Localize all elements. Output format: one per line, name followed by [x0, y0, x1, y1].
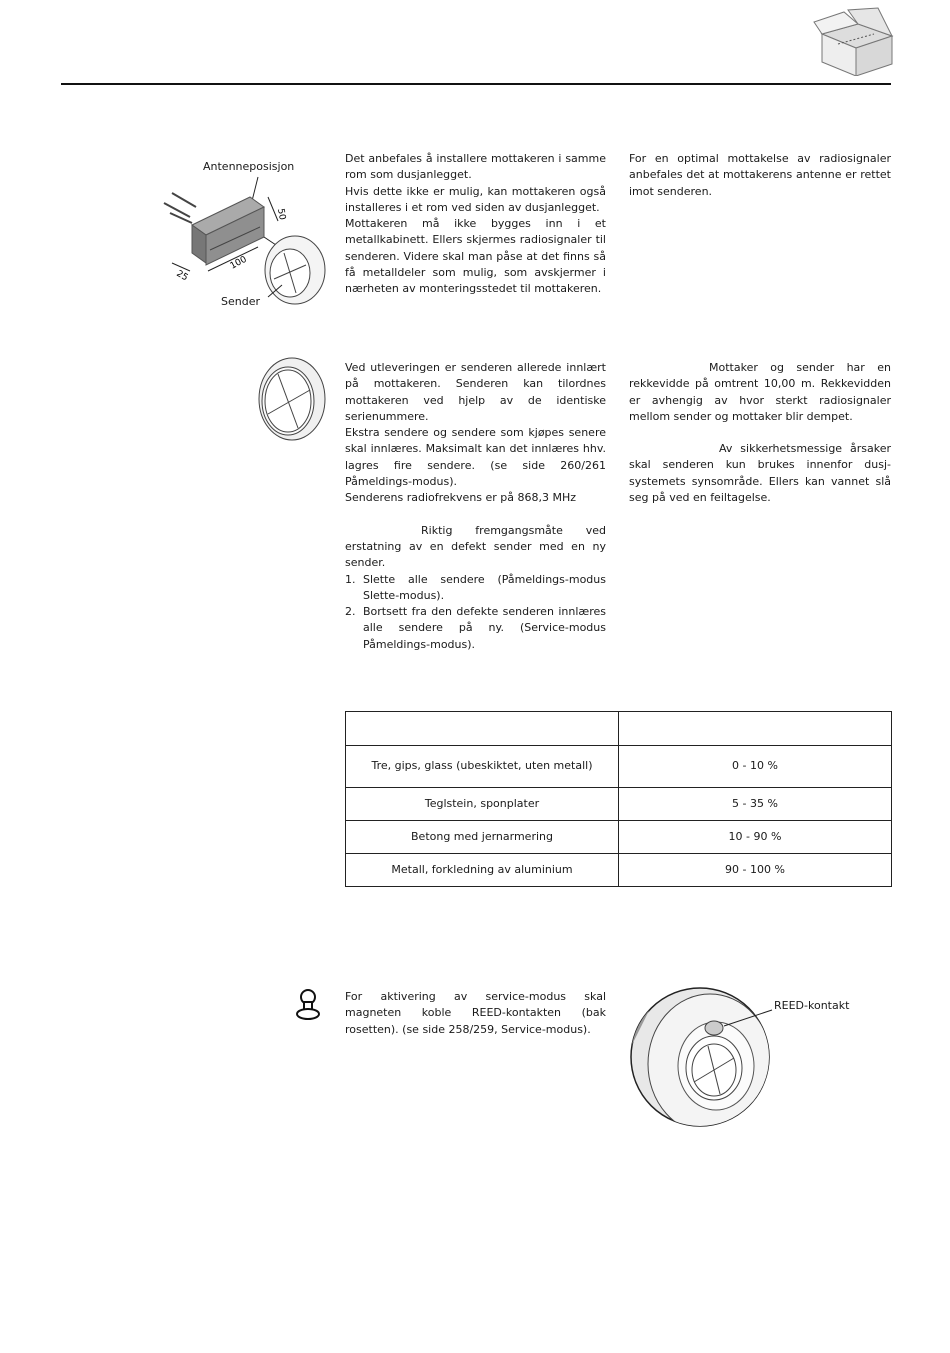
- header-rule: [61, 83, 891, 85]
- list-item: 2. Bortsett fra den defekte senderen innlæres alle sendere på ny. (Service-modus Påmeldings-modus).: [345, 605, 606, 651]
- pairing-paragraph: Ved utleveringen er senderen allerede innlært på mottakeren. Senderen kan tilordnes mottakeren ved hjelp av de identiske serienummere.: [345, 361, 606, 423]
- safety-paragraph: Av sikkerhetsmessige årsaker skal senderen kun brukes innenfor dusj-systemets synsområde. Ellers kan vannet slå seg på ved en feiltagelse.: [629, 442, 891, 505]
- reed-contact-image: [628, 986, 773, 1129]
- antenna-text: [629, 151, 891, 200]
- attenuation-cell: 0 - 10 %: [619, 746, 892, 788]
- receiver-diagram: [160, 175, 330, 310]
- dim-25-label: 25: [174, 268, 190, 284]
- table-header-row: [346, 712, 892, 746]
- table-row: [346, 821, 892, 854]
- attenuation-cell: 5 - 35 %: [619, 788, 892, 821]
- material-cell: Teglstein, sponplater: [346, 788, 619, 821]
- open-box-icon: [808, 6, 894, 76]
- table-header-cell: [346, 712, 619, 746]
- sender-pairing-text: [345, 360, 606, 653]
- service-mode-text: [345, 989, 606, 1038]
- magnet-icon: [293, 988, 323, 1022]
- range-text: [629, 360, 891, 506]
- table-header-cell: [619, 712, 892, 746]
- range-paragraph: Mottaker og sender har en rekkevidde på omtrent 10,00 m. Rekkevidden er avhengig av hvor sterkt radiosignaler mellom sender og mottaker blir dempet.: [629, 361, 891, 423]
- table-row: [346, 854, 892, 887]
- table-row: [346, 788, 892, 821]
- service-mode-paragraph: For aktivering av service-modus skal magneten koble REED-kontakten (bak rosetten). (se side 258/259, Service-modus).: [345, 990, 606, 1036]
- dim-50-label: 50: [275, 207, 287, 221]
- installation-text: [345, 151, 606, 298]
- replace-sender-paragraph: Riktig fremgangsmåte ved erstatning av en defekt sender med en ny sender.: [345, 523, 606, 570]
- material-cell: Metall, forkledning av aluminium: [346, 854, 619, 887]
- replace-steps-list: [345, 572, 606, 653]
- installation-paragraph: Det anbefales å installere mottakeren i samme rom som dusjanlegget.: [345, 152, 606, 182]
- installation-paragraph: Mottakeren må ikke bygges inn i et metallkabinett. Ellers skjermes radiosignaler til senderen. Videre skal man påse at det finns så få metalldeler som mulig, som avskjermer i nærheten av monteringsstedet til mottakeren.: [345, 217, 606, 296]
- material-cell: Tre, gips, glass (ubeskiktet, uten metall): [346, 746, 619, 788]
- attenuation-cell: 10 - 90 %: [619, 821, 892, 854]
- frequency-paragraph: Senderens radiofrekvens er på 868,3 MHz: [345, 491, 577, 505]
- antenna-paragraph: For en optimal mottakelse av radiosignaler anbefales det at mottakerens antenne er rettet imot senderen.: [629, 152, 891, 198]
- sender-rosette-image: [254, 356, 326, 442]
- sender-label: Sender: [221, 295, 260, 308]
- attenuation-table: [345, 711, 892, 887]
- pairing-paragraph: Ekstra sendere og sendere som kjøpes senere skal innlæres. Maksimalt kan det innlæres hhv. lagres fire sendere. (se side 260/261 Påmeldings-modus).: [345, 426, 606, 489]
- reed-contact-label: REED-kontakt: [774, 999, 850, 1012]
- list-item: 1. Slette alle sendere (Påmeldings-modus Slette-modus).: [345, 572, 606, 602]
- material-cell: Betong med jernarmering: [346, 821, 619, 854]
- dim-100-label: 100: [228, 254, 249, 272]
- attenuation-cell: 90 - 100 %: [619, 854, 892, 887]
- installation-paragraph: Hvis dette ikke er mulig, kan mottakeren også installeres i et rom ved siden av dusjanlegget.: [345, 184, 606, 214]
- antenna-position-label: Antenneposisjon: [203, 160, 295, 173]
- table-row: [346, 746, 892, 788]
